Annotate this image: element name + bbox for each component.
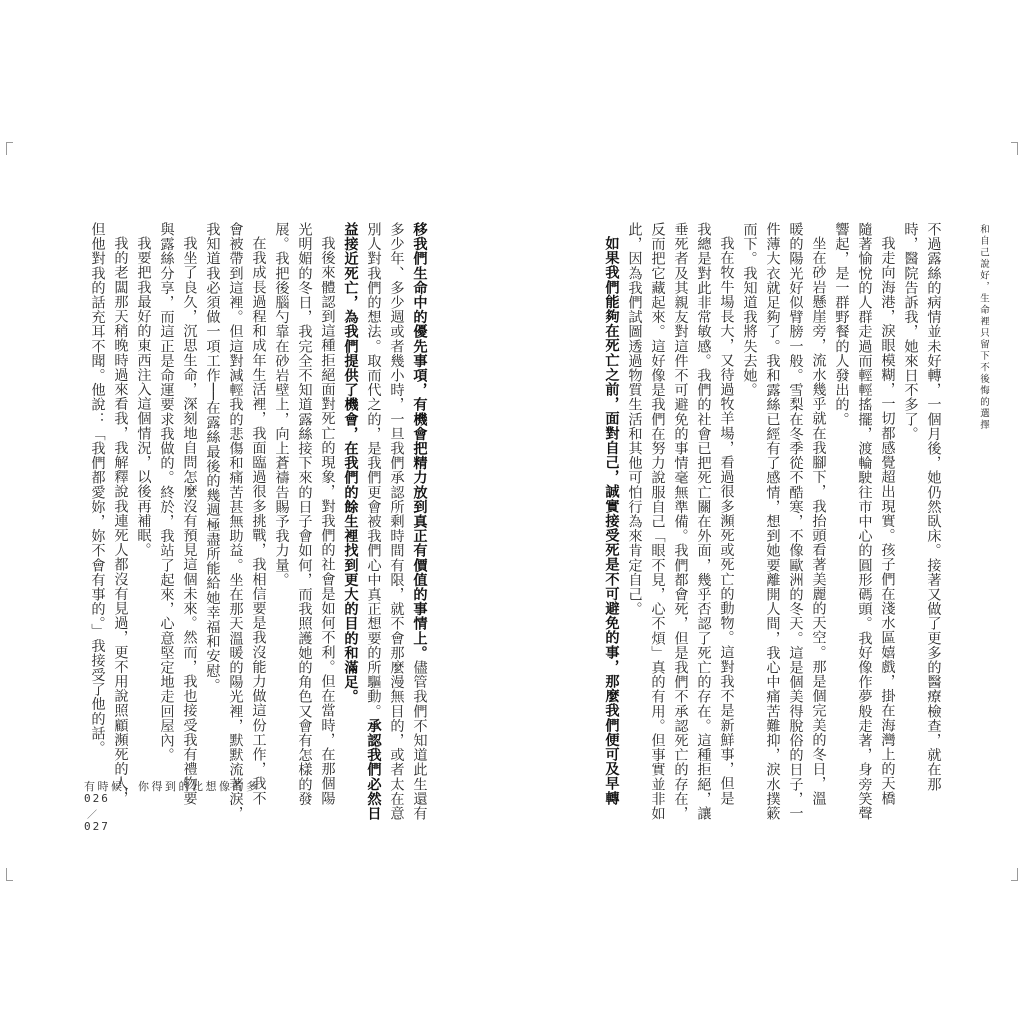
right-page-line-bold: 如果我們能夠在死亡之前，面對自己，誠實接受死是不可避免的事，那麼我們便可及早轉 xyxy=(603,236,620,806)
right-page-line: 而下。我知道我將失去她。 xyxy=(741,222,758,398)
left-page-line: 展。我把後腦勺靠在砂岩壁上，向上蒼禱告賜予我力量。 xyxy=(273,222,290,587)
left-page-line: 我要把我最好的東西注入這個情況，以後再補眠。 xyxy=(135,236,152,558)
crop-mark xyxy=(6,868,13,881)
page-number-right: 027 xyxy=(84,820,110,833)
left-page-line: 我的老闆那天稍晚時過來看我，我解釋說我連死人都沒有見過，更不用說照顧瀕死的人， xyxy=(112,236,129,806)
book-title: 有時候，你得到的比想像的多 xyxy=(84,780,260,793)
right-page-line: 響起，是一群野餐的人發出的。 xyxy=(833,222,850,427)
left-page-line xyxy=(362,222,385,821)
left-page-line: 我坐了良久，沉思生命，深刻地自問怎麼沒有預見這個未來。然而，我也接受我有禮物要 xyxy=(181,236,198,806)
page-number-separator: ／ xyxy=(87,810,97,821)
left-page-line: 在我成長過程和成年生活裡，我面臨過很多挑戰，我相信要是我沒能力做這份工作，我不 xyxy=(250,236,267,806)
right-page-line: 我走向海港，淚眼模糊，一切都感覺超出現實。孩子們在淺水區嬉戲，掛在海灣上的天橋 xyxy=(879,236,896,806)
left-page-line-bold: 益接近死亡，為我們提供了機會，在我們的餘生裡找到更大的目的和滿足。 xyxy=(342,222,359,704)
left-page-line: 我知道我必須做一項工作──在露絲最後的幾週極盡所能給她幸福和安慰。 xyxy=(204,222,221,693)
emphasis-text: 承認我們必然日 xyxy=(365,718,382,821)
right-page-line: 坐在砂岩懸崖旁，流水幾乎就在我腳下，我抬頭看著美麗的天空。那是個完美的冬日，溫 xyxy=(810,236,827,806)
running-head: 和自己說好，生命裡只留下不後悔的選擇 xyxy=(978,224,989,431)
emphasis-text: 移我們生命中的優先事項，有機會把精力放到真正有價值的事情上。 xyxy=(411,222,428,660)
line-tail: 儘管我們不知道此生還有 xyxy=(411,660,428,821)
left-page-line: 會被帶到這裡。但這對減輕我的悲傷和痛苦甚無助益。坐在那天溫暖的陽光裡，默默流著淚， xyxy=(227,222,244,821)
right-page-line: 時，醫院告訴我，她來日不多了。 xyxy=(902,222,919,441)
crop-mark xyxy=(1011,868,1018,881)
right-page-line: 反而把它藏起來。這好像是我們在努力說服自己「眼不見，心不煩」真的有用。但事實並非如 xyxy=(649,222,666,821)
right-page-line: 垂死者及其親友對這件不可避免的事情毫無準備。我們都會死，但是我們不承認死亡的存在， xyxy=(672,222,689,821)
left-page-line: 光明媚的冬日，我完全不知道露絲接下來的日子會如何，而我照護她的角色又會有怎樣的發 xyxy=(296,222,313,806)
right-page-line: 此，因為我們試圖透過物質生活和其他可怕行為來肯定自己。 xyxy=(626,222,643,617)
left-page-line: 我後來體認到這種拒絕面對死亡的現象，對我們的社會是如何不利。但在當時，在那個陽 xyxy=(319,236,336,806)
left-page-line: 但他對我的話充耳不聞。他說：「我們都愛妳，妳不會有事的。」我接受了他的話。 xyxy=(89,222,106,756)
right-page-line: 我在牧牛場長大，又待過牧羊場，看過很多瀕死或死亡的動物。這對我不是新鮮事，但是 xyxy=(718,236,735,806)
right-page-line: 暖的陽光好似臂膀一般。雪梨在冬季從不酷寒，不像歐洲的冬天。這是個美得脫俗的日子，一 xyxy=(787,222,804,821)
left-page-line xyxy=(408,222,431,821)
left-page-line: 與露絲分享，而這正是命運要求我做的。終於，我站了起來，心意堅定地走回屋內。 xyxy=(158,222,175,763)
left-page-line: 多少年、多少週或者幾小時，一旦我們承認所剩時間有限，就不會那麼漫無目的，或者太在意 xyxy=(388,222,405,821)
right-page-line: 件薄大衣就足夠了。我和露絲已經有了感情，想到她要離開人間，我心中痛苦難抑，淚水撲簌 xyxy=(764,222,781,821)
crop-mark xyxy=(1011,142,1018,155)
crop-mark xyxy=(6,142,13,155)
right-page-line: 隨著愉悅的人群走過而輕輕搖擺，渡輪駛往市中心的圓形碼頭。我好像作夢般走著，身旁笑聲 xyxy=(856,222,873,821)
page-number-left: 026 xyxy=(84,792,110,805)
right-page-line: 不過露絲的病情並未好轉，一個月後，她仍然臥床。接著又做了更多的醫療檢查，就在那 xyxy=(925,222,942,792)
right-page-line: 我總是對此非常敏感。我們的社會已把死亡關在外面，幾乎否認了死亡的存在。這種拒絕，讓 xyxy=(695,222,712,821)
line-head: 別人對我們的想法。取而代之的，是我們更會被我們心中真正想要的所驅動。 xyxy=(365,222,382,719)
